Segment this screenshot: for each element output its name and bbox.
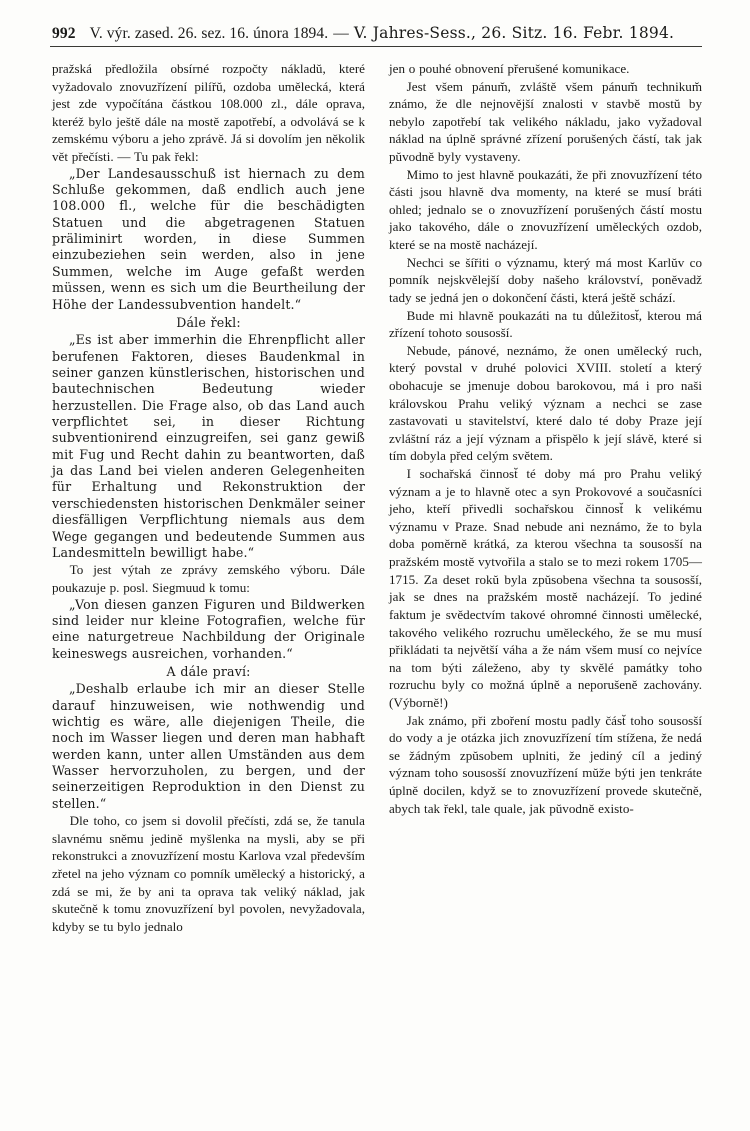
paragraph-fraktur: „Der Landesausschuß ist hiernach zu dem Schluße gekommen, daß endlich auch jene 108.000 fl., welche für die beschädigten Statuen und die abgetragenen Statuen präliminirt worden, in diese Summen einzubeziehen sein werden, also in jene Summen, welche im Auge gefaßt werden müssen, wenn es sich um die Beurtheilung der Höhe der Landessubvention handelt.“ — [52, 165, 365, 312]
paragraph: I sochařská činnost̆ té doby má pro Prahu veliký význam a je to hlavně otec a syn Prokovové a současníci jeho, kteří přivedli sochařskou činnost̆ k velikému významu v Praze. Snad nebude ani neznámo, že to byla doba poměrně krátká, za kterou všechna ta sousosší na pražském mostě vytvořila a stalo se to mezi rokem 1705—1715. Za deset rokŭ byla zpŭsobena všechna ta sousosší, jak se dnes na pražském mostě nacházejí. To jediné faktum je svědectvím takové ohromné činnosti umělecké, takového velikého rozruchu uměleckého, že se mu musí přikládati ta největší váha a že nám všem musí co nejvíce na tom býti záleženo, aby ty skvělé památky toho rozruchu byly co možná úplně a neporušeně zachovány. (Výborně!) — [389, 466, 702, 710]
page-number: 992 — [52, 25, 76, 42]
paragraph-fraktur: „Von diesen ganzen Figuren und Bildwerken sind leider nur kleine Fotografien, welche für eine naturgetreue Nachbildung der Originale keineswegs ausreichen, vorhanden.“ — [52, 596, 365, 661]
column-left — [52, 60, 365, 935]
paragraph: Bude mi hlavně poukazáti na tu důležitost̆, kterou má zřízení tohoto sousosší. — [389, 307, 702, 341]
paragraph-fraktur: „Deshalb erlaube ich mir an dieser Stelle darauf hinzuweisen, wie nothwendig und wichtig es wäre, alle diejenigen Theile, die noch im Wasser liegen und deren man habhaft werden kann, unter allen Umständen aus dem Wasser hervorzuholen, zu bergen, und der seinerzeitigen Reproduktion in den Dienst zu stellen.“ — [52, 681, 365, 811]
running-head — [52, 24, 700, 43]
running-head-german: V. Jahres-Sess., 26. Sitz. 16. Febr. 1894. — [353, 24, 675, 42]
column-right — [389, 60, 702, 817]
paragraph: Jest všem pánum̆, zvláště všem pánum̆ technikum̆ známo, že dle nejnovější znalosti v stavbě mostŭ by nebylo zapotřebí tak velikého nákladu, jako vyžadoval náklad na úplně správné zřízení porušených částí, tak jak pŭvodně byly vystaveny. — [389, 78, 702, 165]
paragraph: Mimo to jest hlavně poukazáti, že při znovuzřízení této části jsou hlavně dva momenty, na které se musí bráti ohled; jednalo se o znovuzřízení porušených částí mostu jako takového, dále o znovuzřízení uměleckých ozdob, které se na mostě nacházejí. — [389, 166, 702, 253]
paragraph-heading: Dále řekl: — [176, 314, 241, 330]
paragraph: Dle toho, co jsem si dovolil přečísti, zdá se, že tanula slavnému sněmu jedině myšlenka na mysli, aby se při rekonstrukci a znovuzřízení mostu Karlova vzal především zřetel na jeho význam co pomník umělecký a historický, a zdá se mi, že by ani ta oprava tak veliký náklad, jak skutečně k tomu znovuzřízení byl povolen, nevyžadovala, kdyby se tu bylo jednalo — [52, 813, 365, 934]
paragraph: To jest výtah ze zprávy zemského výboru. Dále poukazuje p. posl. Siegmuud k tomu: — [52, 562, 365, 595]
header-rule — [50, 46, 702, 47]
paragraph: Nechci se šířiti o významu, který má most Karlŭv co pomník nejskvělejší doby našeho království, poněvadž tady se jedná jen o dokončení části, která ještě schází. — [389, 254, 702, 305]
paragraph: Nebude, pánové, neznámo, že onen umělecký ruch, který povstal v druhé polovici XVIII. století a který obohacuje se jmenuje dobou barokovou, má i pro naši královskou Prahu veliký význam a nechci se zase zastavovati u stavitelství, které dalo té doby Praze její zvláštní ráz a její význam a přispělo k její slávě, které si tím dobyla před celým světem. — [389, 342, 702, 464]
running-head-dash: — — [333, 25, 349, 42]
running-head-czech: V. výr. zased. 26. sez. 16. února 1894. — [89, 25, 329, 42]
paragraph: Jak známo, při zboření mostu padly část̆ toho sousosší do vody a je otázka jich znovuzřízení tím stížena, že nedá se žádným zpŭsobem uplniti, že jediný cíl a jediný význam toho sousosší znovuzřízení mŭže býti jen tenkráte úplně docilen, když se to znovuzřízení provede skutečně, abych tak řekl, tale quale, jak pŭvodně existo- — [389, 712, 702, 816]
paragraph: jen o pouhé obnovení přerušené komunikace. — [389, 61, 630, 76]
paragraph: pražská předložila obsírné rozpočty nákladŭ, které vyžadovalo znovuzřízení pilířŭ, ozdoba umělecká, která jest zde vypočítána částkou 108.000 zl., dále oprava, kteréž bylo ještě dále na mostě zapotřebí, a odvolává se k zemskému výboru a jeho zprávě. Já si dovolím jen několik vět přečísti. — Tu pak řekl: — [52, 61, 365, 165]
paragraph-heading: A dále praví: — [166, 663, 251, 679]
paragraph-fraktur: „Es ist aber immerhin die Ehrenpflicht aller berufenen Faktoren, dieses Baudenkmal in seiner ganzen künstlerischen, historischen und bautechnischen Bedeutung wieder herzustellen. Die Frage also, ob das Land auch verpflichtet sei, in dieser Richtung subventionirend einzugreifen, sei ganz gewiß mit Fug und Recht dahin zu beantworten, daß ja das Land bei vielen anderen Gelegenheiten für Erhaltung und Rekonstruktion der verschiedensten historischen Denkmäler seiner diesfälligen Verpflichtung niemals aus dem Wege gegangen und bedeutende Summen aus Landesmitteln bewilligt habe.“ — [52, 332, 365, 560]
